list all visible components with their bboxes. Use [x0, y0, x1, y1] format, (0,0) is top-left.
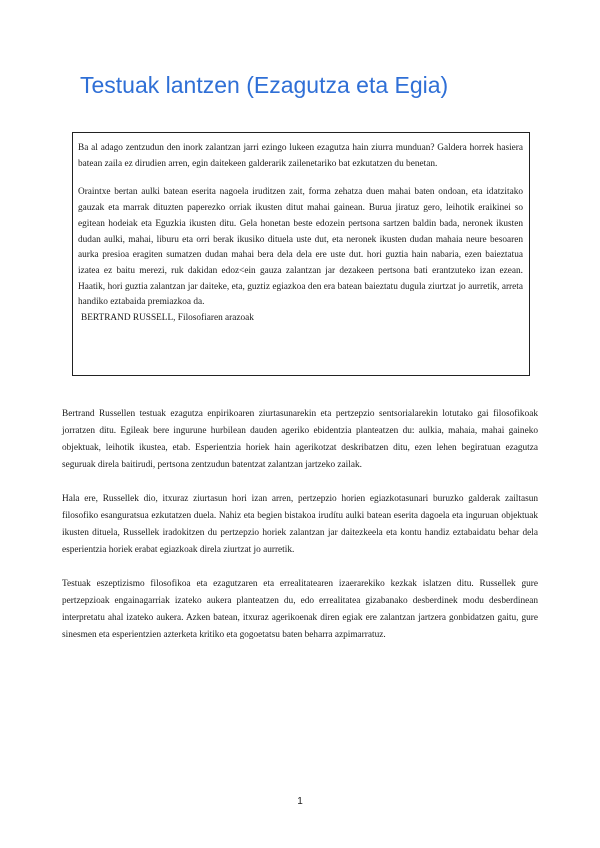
body-paragraph-2: Hala ere, Russellek dio, itxuraz ziurtasun hori izan arren, pertzepzio horien egiazkotasunari buruzko galderak zailtasun filosofiko esanguratsua ezkutatzen duela. Nahiz eta begien bistakoa irudítu aulki batean eserita dagoela eta inguruan objektuak ikusten dituela, Russellek iradokitzen du pertzepzio horiek zalantzan jar daitezkeela eta kontu handiz eztabaidatu behar dela esperientzia horiek erabat egiazkoak direla ziurtzat jo aurretik. [62, 494, 538, 555]
quote-box [72, 132, 530, 376]
body-text [62, 406, 538, 661]
quote-author: BERTRAND RUSSELL, Filosofiaren arazoak [81, 313, 254, 324]
quote-paragraph-2: Oraintxe bertan aulki batean eserita nagoela iruditzen zait, forma zehatza duen mahai baten ondoan, eta idatzitako gauzak eta marrak dituzten paperezko orriak ikusten ditut mahai gainean. Burua jiratuz gero, leihotik eraikinei so egitean hodeiak eta Eguzkia ikusten ditu. Gela honetan beste edozein pertsona sartzen baldin bada, neronek ikusten dudan aulki, mahai, liburu eta orri berak ikusiko dituela uste dut, eta neronek ikusten dudan mahaia neure besoaren aurka presioa eragiten sumatzen dudan mahai bera dela dela ere uste dut. hori guztia hain nabaria, ezen baieztatua izatea ez baitu merezi, ruk dakidan edoz<ein gauza zalantzan jar dezakeen pertsona bati erantzuteko izan ezean. Haatik, hori guztia zalantzan jar daiteke, eta, guztiz egiazkoa den era batean baieztatu dugula ziurtzat jo aurretik, arreta handiko eztabaida premiazkoa da. [78, 187, 523, 308]
body-paragraph-3: Testuak eszeptizismo filosofikoa eta ezagutzaren eta errealitatearen izaerarekiko kezkak islatzen ditu. Russellek gure pertzepzioak engainagarriak izateko aukera planteatzen du, edo errealitatea gizabanako desberdinek modu desberdinean interpretatu ahal izateko aukera. Azken batean, itxuraz agerikoenak diren egiak ere zalantzan jartzera gonbidatzen gaitu, gure sinesmen eta esperientzien azterketa kritiko eta gogoetatsu baten beharra azpimarratuz. [62, 579, 538, 640]
quote-paragraph-1: Ba al adago zentzudun den inork zalantzan jarri ezingo lukeen ezagutza hain ziurra munduan? Galdera horrek hasiera batean zaila ez dirudien arren, egin daitekeen galderarik zailenetariko bat ezkutatzen du benetan. [78, 143, 523, 169]
page-title: Testuak lantzen (Ezagutza eta Egia) [80, 72, 449, 98]
body-paragraph-1: Bertrand Russellen testuak ezagutza enpirikoaren ziurtasunarekin eta pertzepzio sentsorialarekin lotutako gai filosofikoak jorratzen ditu. Egileak bere ingurune hurbilean dauden ageriko ebidentzia planteatzen du: aulkia, mahaia, mahai gaineko objektuak, leihotik ikustea, etab. Esperientzia horiek hain agerikotzat deskribatzen ditu, ezen lehen begiratuan ezagutza seguruak direla baitirudi, pertsona zentzudun batentzat zalantzan jartzeko zailak. [62, 409, 538, 470]
page-number: 1 [297, 796, 303, 807]
